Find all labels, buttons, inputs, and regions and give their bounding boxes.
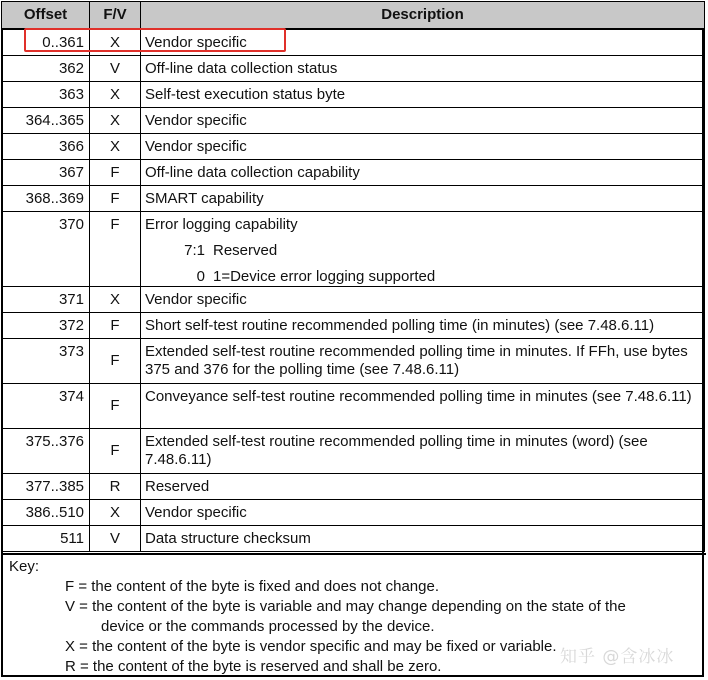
description-cell: Off-line data collection capability — [141, 160, 705, 186]
fv-cell: X — [90, 29, 141, 56]
description-cell: Vendor specific — [141, 287, 705, 313]
fv-cell: F — [90, 384, 141, 429]
description-cell: Vendor specific — [141, 29, 705, 56]
table-row — [2, 212, 705, 287]
fv-cell: F — [90, 313, 141, 339]
description-cell: SMART capability — [141, 186, 705, 212]
bit-range: 7:1 — [184, 242, 205, 259]
table-row — [2, 313, 705, 339]
fv-cell: X — [90, 108, 141, 134]
offset-cell: 370 — [2, 212, 90, 287]
table-row — [2, 526, 705, 552]
smart-data-table-figure — [1, 1, 704, 677]
offset-cell: 511 — [2, 526, 90, 552]
bit-field-row — [145, 242, 700, 260]
bit-meaning: Reserved — [213, 242, 278, 259]
bit-field-row — [145, 268, 700, 286]
header-fv: F/V — [90, 2, 141, 30]
fv-cell: X — [90, 500, 141, 526]
offset-cell: 372 — [2, 313, 90, 339]
fv-cell: V — [90, 526, 141, 552]
fv-cell: F — [90, 160, 141, 186]
description-text: Error logging capability — [145, 216, 298, 233]
offset-cell: 364..365 — [2, 108, 90, 134]
offset-cell: 373 — [2, 339, 90, 384]
table-row — [2, 474, 705, 500]
description-cell: Self-test execution status byte — [141, 82, 705, 108]
key-vendor: X = the content of the byte is vendor specific and may be fixed or variable. — [65, 638, 557, 655]
table-row — [2, 186, 705, 212]
description-cell: Vendor specific — [141, 500, 705, 526]
offset-cell: 374 — [2, 384, 90, 429]
offset-cell: 362 — [2, 56, 90, 82]
key-variable: V = the content of the byte is variable and may change depending on the state of the — [65, 598, 626, 615]
description-cell: Short self-test routine recommended polling time (in minutes) (see 7.48.6.11) — [141, 313, 705, 339]
watermark: 知乎 @含冰冰 — [560, 647, 675, 667]
table-row — [2, 339, 705, 384]
bit-meaning: 1=Device error logging supported — [213, 268, 436, 285]
description-cell: Off-line data collection status — [141, 56, 705, 82]
table-row — [2, 134, 705, 160]
description-cell: Vendor specific — [141, 108, 705, 134]
offset-cell: 386..510 — [2, 500, 90, 526]
table-row — [2, 160, 705, 186]
key-variable-cont: device or the commands processed by the device. — [101, 618, 435, 635]
highlight-box — [24, 28, 286, 52]
header-description: Description — [141, 2, 705, 30]
offset-cell: 377..385 — [2, 474, 90, 500]
offset-cell: 368..369 — [2, 186, 90, 212]
fv-cell: F — [90, 186, 141, 212]
offset-cell: 0..361 — [2, 29, 90, 56]
description-cell: Data structure checksum — [141, 526, 705, 552]
table-row — [2, 56, 705, 82]
table-row — [2, 429, 705, 474]
fv-cell: X — [90, 134, 141, 160]
fv-cell: X — [90, 82, 141, 108]
key-title: Key: — [9, 558, 40, 575]
offset-cell: 363 — [2, 82, 90, 108]
fv-cell: V — [90, 56, 141, 82]
table-header-row — [2, 2, 705, 30]
fv-cell: F — [90, 212, 141, 287]
fv-cell: F — [90, 429, 141, 474]
table-row — [2, 384, 705, 429]
bit-range: 0 — [196, 268, 205, 285]
offset-cell: 371 — [2, 287, 90, 313]
offset-cell: 375..376 — [2, 429, 90, 474]
description-cell: Vendor specific — [141, 134, 705, 160]
table-row — [2, 82, 705, 108]
smart-attribute-table — [1, 1, 705, 552]
offset-cell: 367 — [2, 160, 90, 186]
fv-cell: F — [90, 339, 141, 384]
table-row — [2, 500, 705, 526]
fv-cell: X — [90, 287, 141, 313]
description-cell: Reserved — [141, 474, 705, 500]
header-offset: Offset — [2, 2, 90, 30]
description-cell: Extended self-test routine recommended polling time in minutes (word) (see 7.48.6.11) — [141, 429, 705, 474]
description-cell: Extended self-test routine recommended polling time in minutes. If FFh, use bytes 375 and 376 for the polling time (see 7.48.6.11) — [141, 339, 705, 384]
description-cell: Conveyance self-test routine recommended polling time in minutes (see 7.48.6.11) — [141, 384, 705, 429]
key-fixed: F = the content of the byte is fixed and does not change. — [65, 578, 440, 595]
fv-cell: R — [90, 474, 141, 500]
offset-cell: 366 — [2, 134, 90, 160]
description-cell — [141, 212, 705, 287]
key-reserved: R = the content of the byte is reserved and shall be zero. — [65, 658, 442, 675]
table-row — [2, 108, 705, 134]
table-row — [2, 287, 705, 313]
